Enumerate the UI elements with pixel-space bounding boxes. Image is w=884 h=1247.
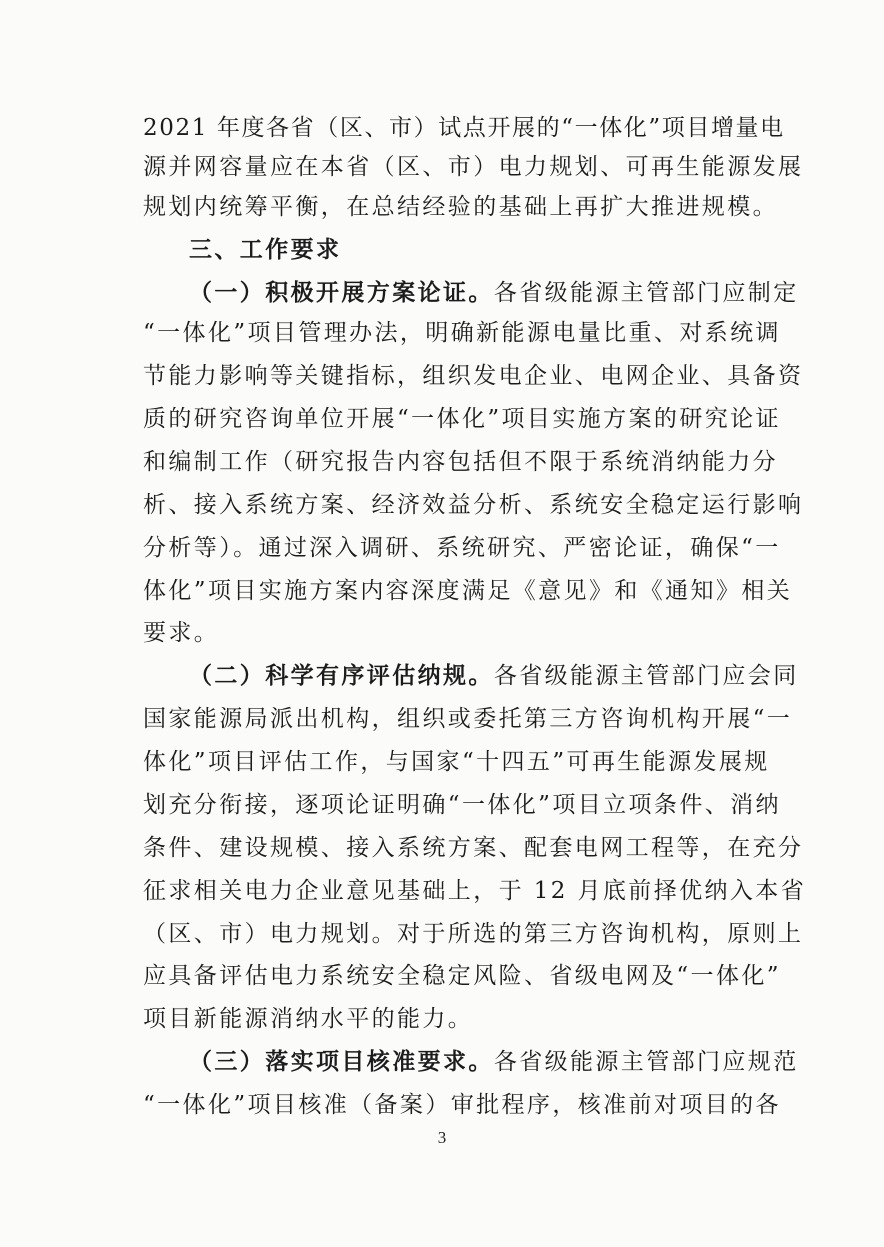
text-line: 2021 年度各省（区、市）试点开展的“一体化”项目增量电 [143, 115, 785, 141]
text-line: 规划内统筹平衡，在总结经验的基础上再扩大推进规模。 [143, 194, 778, 220]
text-line [189, 656, 799, 696]
text-line: （区、市）电力规划。对于所选的第三方咨询机构，原则上 [143, 921, 804, 947]
text-line: 体化”项目评估工作，与国家“十四五”可再生能源发展规 [143, 749, 770, 775]
text-line: 条件、建设规模、接入系统方案、配套电网工程等，在充分 [143, 835, 804, 861]
subsection-heading: （三）落实项目核准要求。 [189, 1048, 494, 1075]
text-line: 和编制工作（研究报告内容包括但不限于系统消纳能力分 [143, 449, 778, 475]
section-heading: 三、工作要求 [189, 237, 342, 263]
text-span: 各省级能源主管部门应会同 [493, 663, 799, 689]
page-number: 3 [437, 1128, 447, 1147]
text-line: “一体化”项目管理办法，明确新能源电量比重、对系统调 [143, 320, 781, 346]
text-line: 析、接入系统方案、经济效益分析、系统安全稳定运行影响 [143, 492, 804, 518]
text-line: 质的研究咨询单位开展“一体化”项目实施方案的研究论证 [143, 406, 781, 432]
text-line [189, 1042, 799, 1082]
text-span: 各省级能源主管部门应规范 [493, 1049, 799, 1075]
text-span: 各省级能源主管部门应制定 [493, 280, 799, 306]
text-line: “一体化”项目核准（备案）审批程序，核准前对项目的各 [143, 1092, 781, 1118]
text-line: 体化”项目实施方案内容深度满足《意见》和《通知》相关 [143, 578, 793, 604]
text-line: 分析等）。通过深入调研、系统研究、严密论证，确保“一 [143, 535, 781, 561]
text-line: 源并网容量应在本省（区、市）电力规划、可再生能源发展 [143, 154, 804, 180]
subsection-heading: （一）积极开展方案论证。 [189, 279, 494, 306]
text-line [189, 273, 799, 313]
text-line: 划充分衔接，逐项论证明确“一体化”项目立项条件、消纳 [143, 792, 781, 818]
text-line: 征求相关电力企业意见基础上，于 12 月底前择优纳入本省 [143, 878, 807, 904]
text-line: 应具备评估电力系统安全稳定风险、省级电网及“一体化” [143, 963, 781, 989]
text-line: 节能力影响等关键指标，组织发电企业、电网企业、具备资 [143, 363, 804, 389]
text-line: 要求。 [143, 620, 220, 646]
text-line: 项目新能源消纳水平的能力。 [143, 1006, 474, 1032]
text-line: 国家能源局派出机构，组织或委托第三方咨询机构开展“一 [143, 706, 793, 732]
subsection-heading: （二）科学有序评估纳规。 [189, 662, 494, 689]
